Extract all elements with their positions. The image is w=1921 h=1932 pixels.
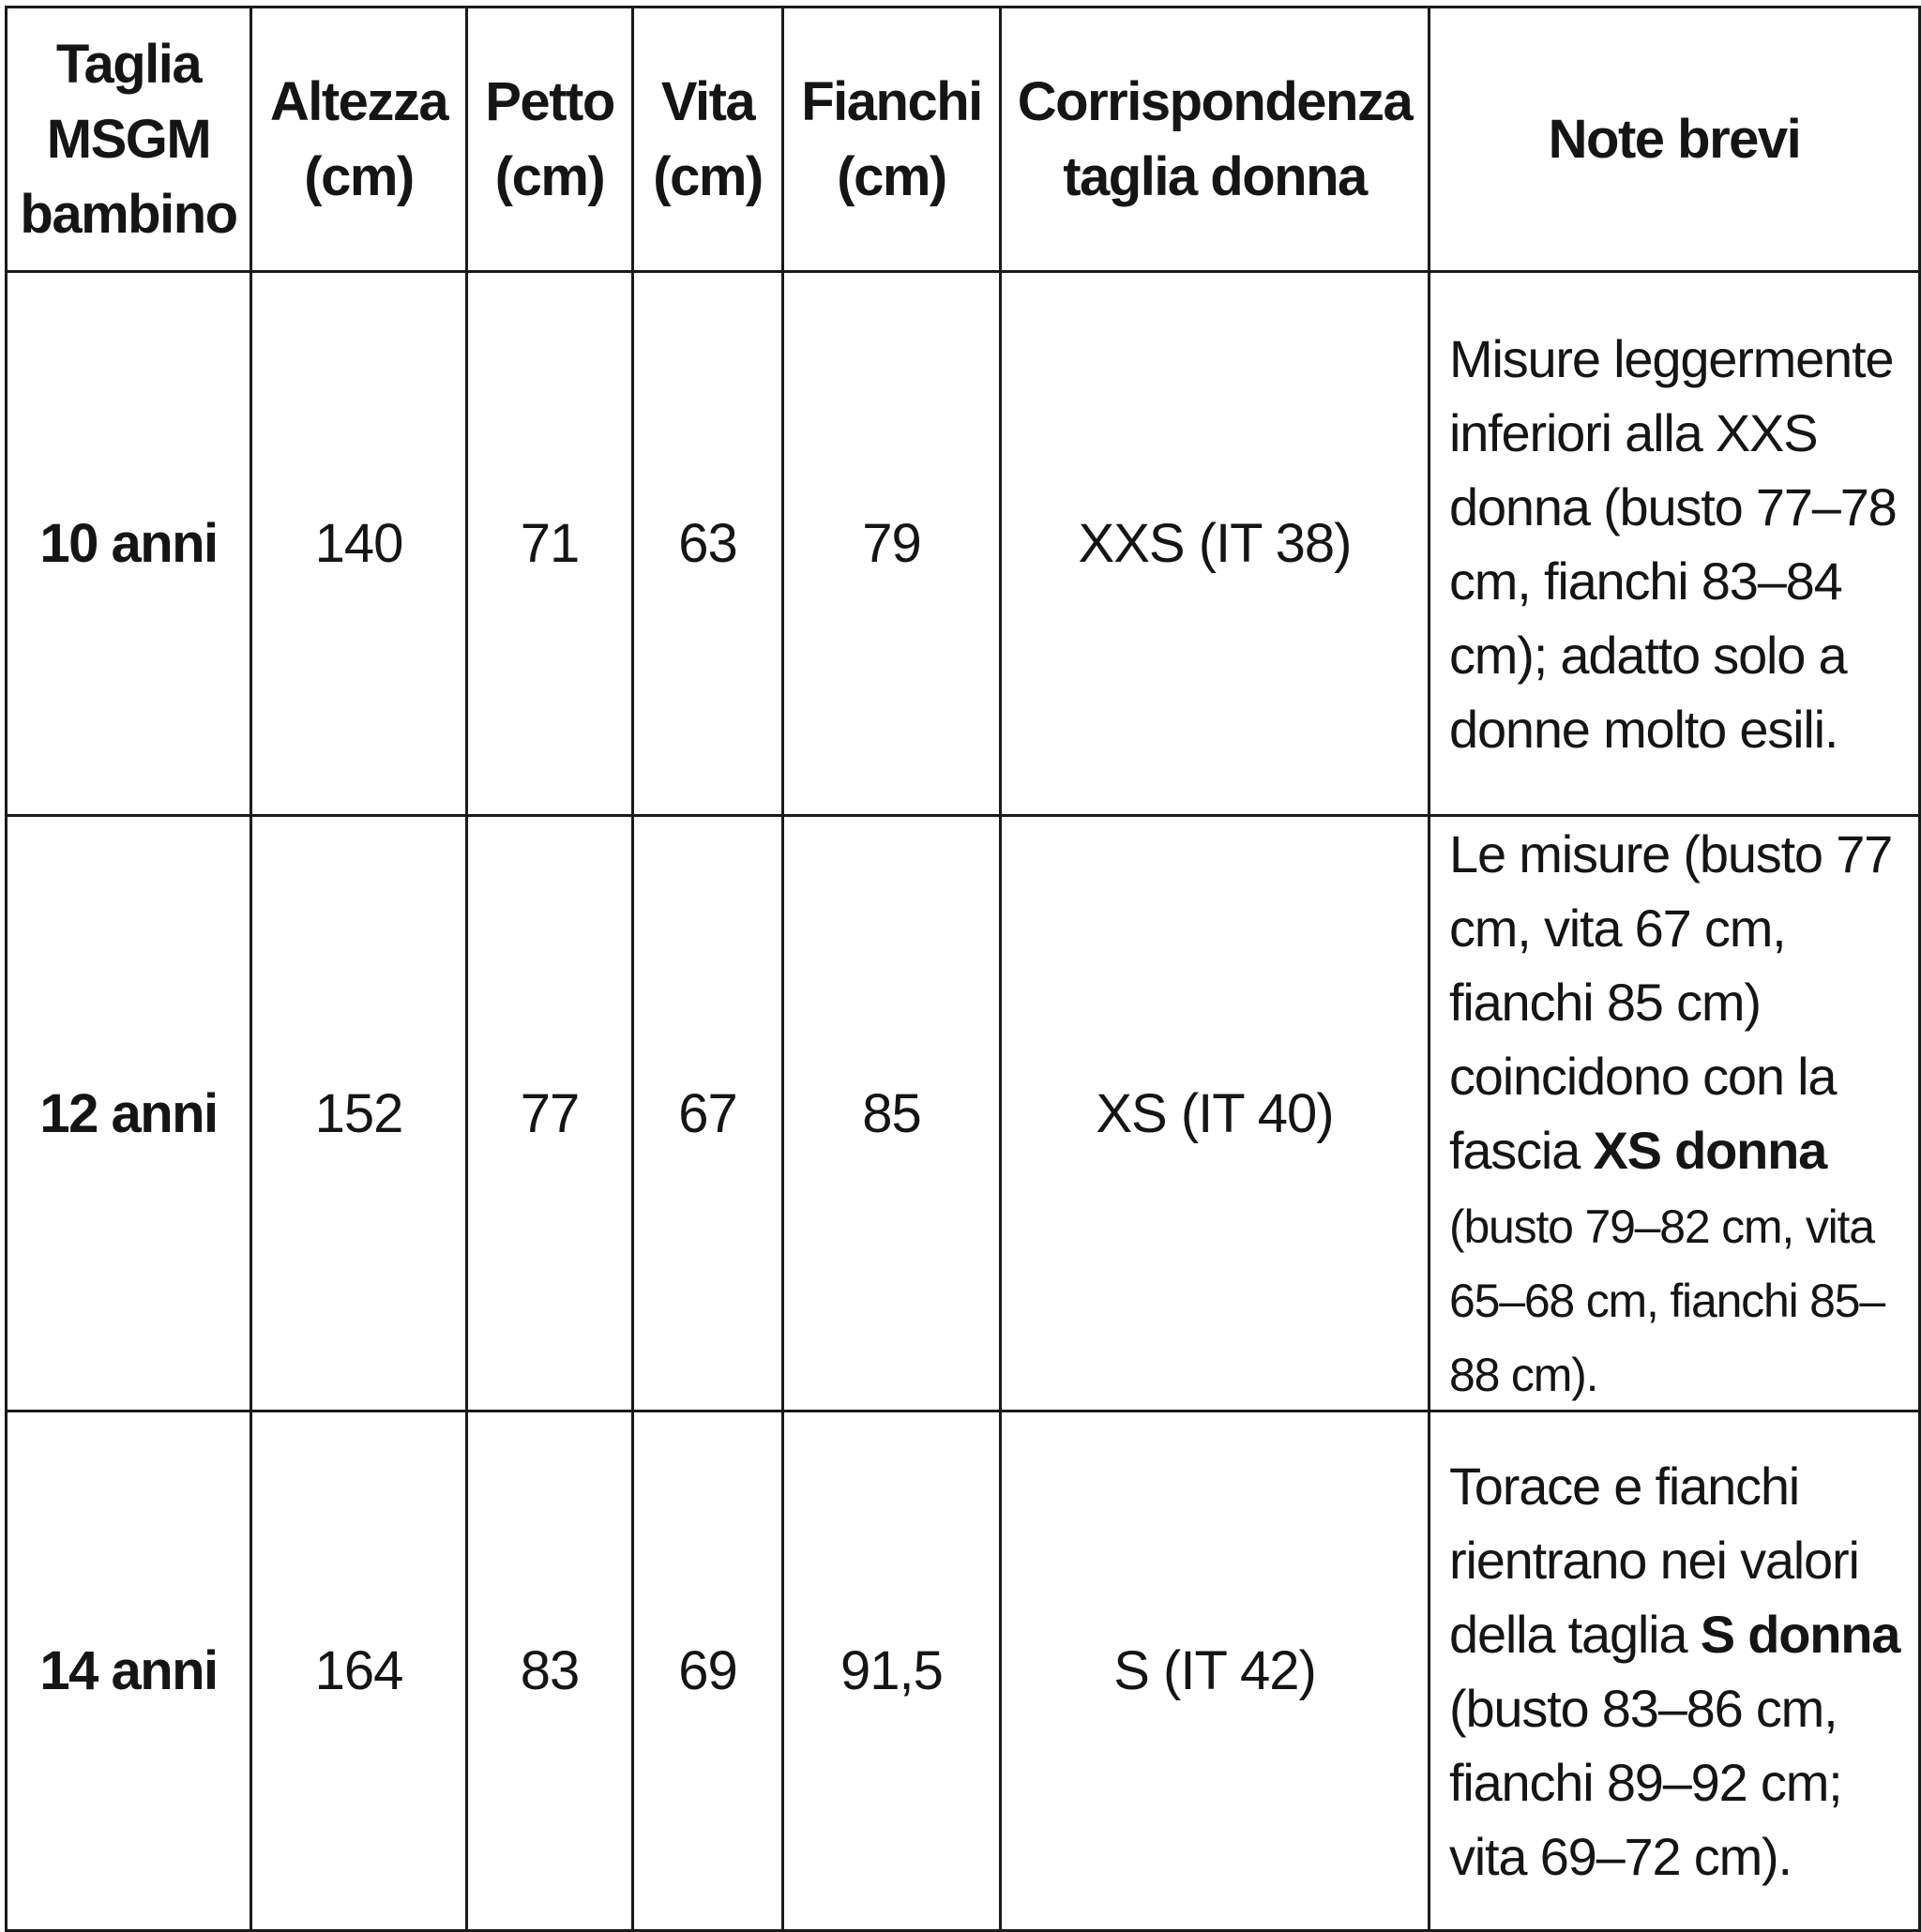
table-row — [7, 272, 1920, 816]
header-altezza: Altezza (cm) — [251, 8, 467, 272]
note-text-detail: (busto 79–82 cm, vita 65–68 cm, fianchi 85–88 cm). — [1449, 1200, 1885, 1401]
size-cell: 14 anni — [7, 1411, 251, 1931]
header-fianchi: Fianchi (cm) — [783, 8, 1001, 272]
header-vita: Vita (cm) — [633, 8, 783, 272]
header-corrispondenza: Corrispondenza taglia donna — [1001, 8, 1429, 272]
hips-cell: 79 — [783, 272, 1001, 816]
women-size-cell: S (IT 42) — [1001, 1411, 1429, 1931]
size-cell: 10 anni — [7, 272, 251, 816]
table-row — [7, 1411, 1920, 1931]
note-cell — [1429, 816, 1920, 1411]
header-taglia: Taglia MSGM bambino — [7, 8, 251, 272]
height-cell: 152 — [251, 816, 467, 1411]
header-note: Note brevi — [1429, 8, 1920, 272]
table-row — [7, 816, 1920, 1411]
header-petto: Petto (cm) — [467, 8, 633, 272]
waist-cell: 69 — [633, 1411, 783, 1931]
size-cell: 12 anni — [7, 816, 251, 1411]
women-size-cell: XS (IT 40) — [1001, 816, 1429, 1411]
note-text: Misure leggermente inferiori alla XXS donna (busto 77–78 cm, fianchi 83–84 cm); adatto solo a donne molto esili. — [1449, 328, 1897, 759]
note-cell — [1429, 272, 1920, 816]
size-conversion-table — [5, 6, 1921, 1932]
note-highlight: XS donna — [1593, 1121, 1827, 1180]
note-cell — [1429, 1411, 1920, 1931]
women-size-cell: XXS (IT 38) — [1001, 272, 1429, 816]
note-text: Torace e fianchi rientrano nei valori della taglia — [1449, 1456, 1859, 1664]
height-cell: 164 — [251, 1411, 467, 1931]
chest-cell: 77 — [467, 816, 633, 1411]
hips-cell: 85 — [783, 816, 1001, 1411]
hips-cell: 91,5 — [783, 1411, 1001, 1931]
waist-cell: 67 — [633, 816, 783, 1411]
chest-cell: 83 — [467, 1411, 633, 1931]
header-row — [7, 8, 1920, 272]
height-cell: 140 — [251, 272, 467, 816]
note-highlight: S donna — [1700, 1604, 1900, 1664]
chest-cell: 71 — [467, 272, 633, 816]
note-text-detail: (busto 83–86 cm, fianchi 89–92 cm; vita 69–72 cm). — [1449, 1678, 1842, 1886]
note-text: Le misure (busto 77 cm, vita 67 cm, fianchi 85 cm) coincidono con la fascia — [1449, 824, 1893, 1180]
waist-cell: 63 — [633, 272, 783, 816]
